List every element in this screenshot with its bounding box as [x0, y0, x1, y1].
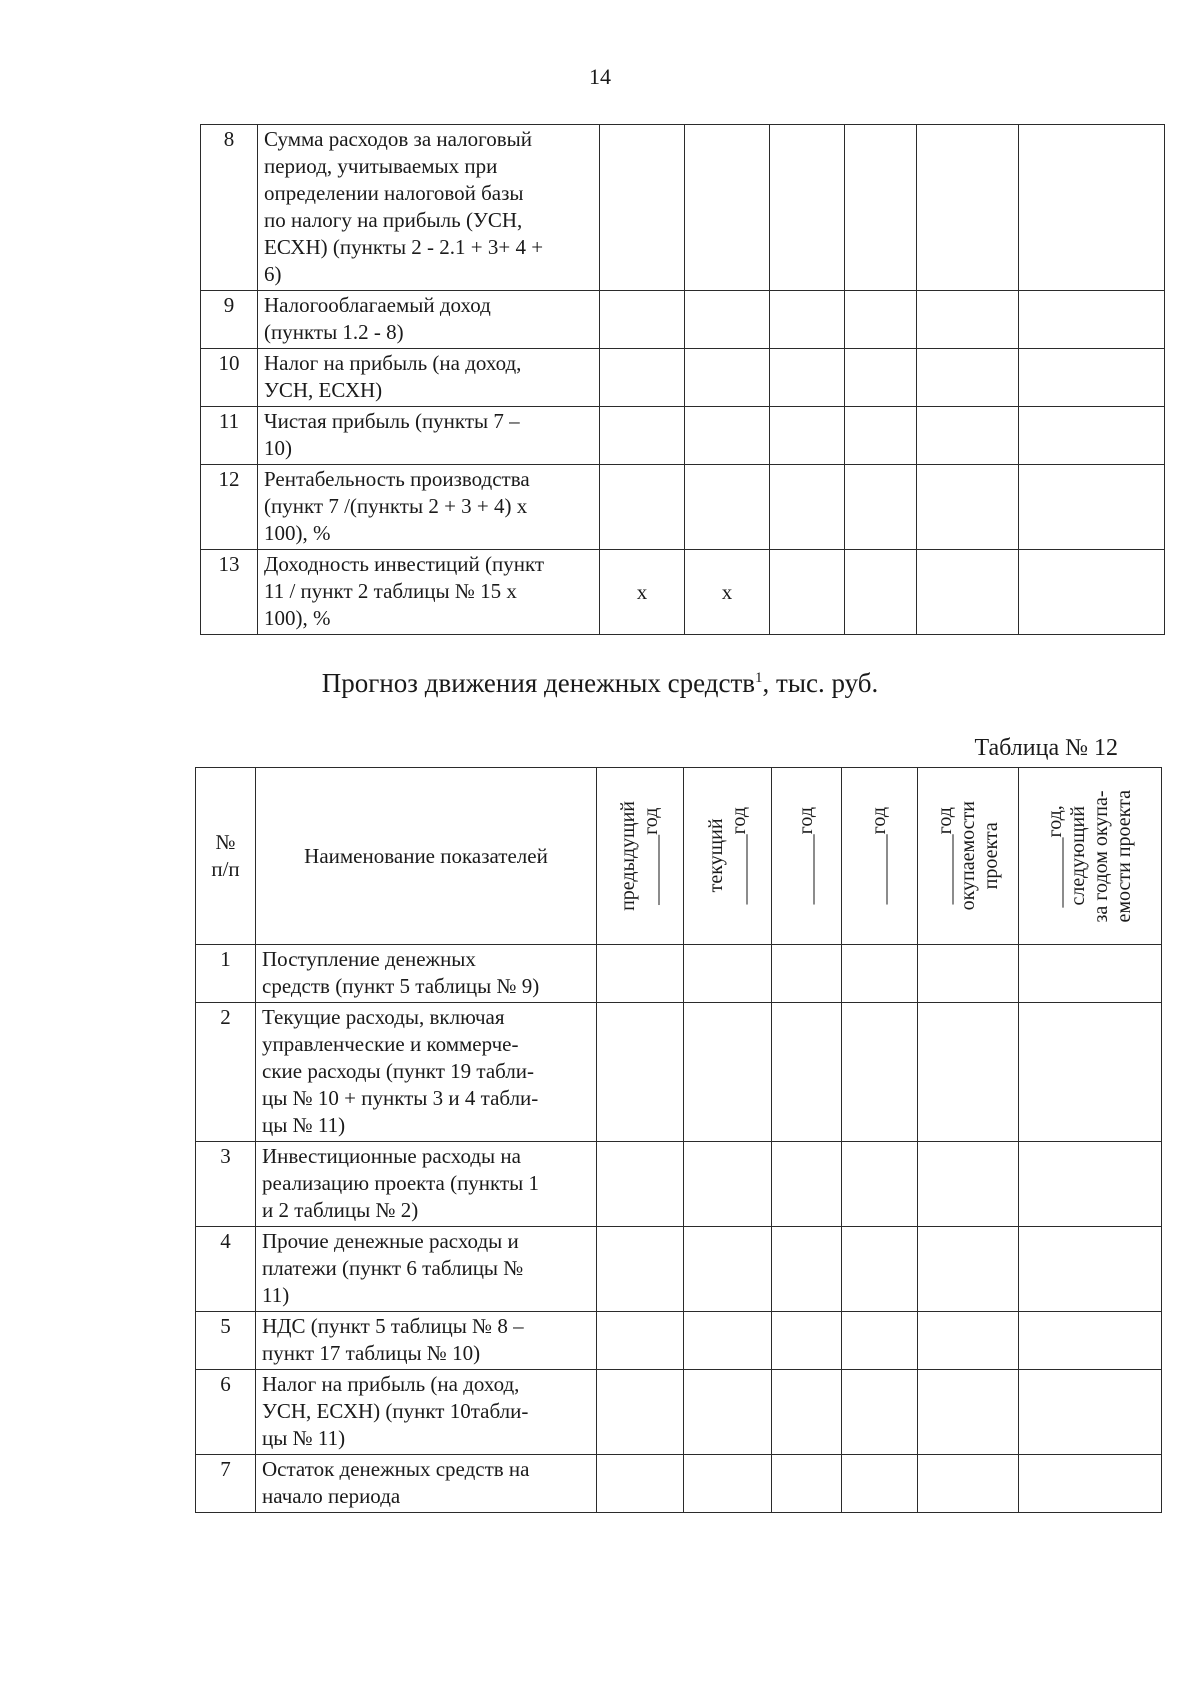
row-label-line: (пункты 1.2 - 8) [264, 320, 404, 344]
value-cell [918, 1003, 1019, 1142]
value-cell [597, 1142, 684, 1227]
header-period-line: за годом окупа- [1090, 789, 1112, 923]
value-cell [685, 465, 770, 550]
row-label-line: определении налоговой базы [264, 181, 524, 205]
row-number: 13 [201, 550, 258, 635]
value-cell [845, 125, 917, 291]
row-label-line: 11 / пункт 2 таблицы № 15 х [264, 579, 517, 603]
row-label [258, 550, 600, 635]
value-cell [1019, 1455, 1162, 1513]
table-row [196, 1370, 1162, 1455]
value-cell: х [685, 550, 770, 635]
row-label-line: 6) [264, 262, 282, 286]
row-number: 1 [196, 945, 256, 1003]
row-label [258, 125, 600, 291]
row-label-line: платежи (пункт 6 таблицы № [262, 1256, 524, 1280]
row-label-line: 11) [262, 1283, 290, 1307]
value-cell [685, 407, 770, 465]
row-label-line: Прочие денежные расходы и [262, 1229, 519, 1253]
table-continued [200, 124, 1165, 635]
value-cell [917, 550, 1019, 635]
value-cell [597, 1312, 684, 1370]
value-cell [918, 1142, 1019, 1227]
header-period-line: предыдущий [617, 801, 639, 911]
row-label [256, 1227, 597, 1312]
value-cell [917, 407, 1019, 465]
value-cell [772, 1312, 842, 1370]
row-label [258, 465, 600, 550]
row-label-line: Остаток денежных средств на [262, 1457, 530, 1481]
table-row [201, 465, 1165, 550]
value-cell [772, 1370, 842, 1455]
value-cell [685, 349, 770, 407]
row-label-line: Текущие расходы, включая [262, 1005, 505, 1029]
value-cell [684, 1312, 772, 1370]
row-label-line: НДС (пункт 5 таблицы № 8 – [262, 1314, 524, 1338]
section-title [0, 668, 1200, 699]
value-cell [1019, 1227, 1162, 1312]
value-cell [770, 291, 845, 349]
row-label-line: Налог на прибыль (на доход, [264, 351, 522, 375]
value-cell [1019, 407, 1165, 465]
row-label-line: Рентабельность производства [264, 467, 530, 491]
table-row [201, 125, 1165, 291]
value-cell [597, 1003, 684, 1142]
row-number: 4 [196, 1227, 256, 1312]
value-cell [684, 1455, 772, 1513]
value-cell [842, 1227, 918, 1312]
value-cell [845, 407, 917, 465]
value-cell [684, 945, 772, 1003]
header-period-label [934, 801, 1003, 910]
header-period-cell [842, 768, 918, 945]
header-period-line: _______год [640, 807, 662, 905]
value-cell [845, 291, 917, 349]
row-label-line: пункт 17 таблицы № 10) [262, 1341, 481, 1365]
header-num-line: п/п [211, 857, 240, 881]
row-label-line: средств (пункт 5 таблицы № 9) [262, 974, 540, 998]
table-row [201, 291, 1165, 349]
table-row [201, 407, 1165, 465]
value-cell [684, 1227, 772, 1312]
row-label-line: (пункт 7 /(пункты 2 + 3 + 4) х [264, 494, 528, 518]
page-number: 14 [589, 64, 611, 89]
value-cell [600, 407, 685, 465]
value-cell [842, 1312, 918, 1370]
header-period-line: _______год [727, 807, 750, 905]
row-label-line: ЕСХН) (пункты 2 - 2.1 + 3+ 4 + [264, 235, 544, 259]
header-period-cell [1019, 768, 1162, 945]
value-cell [1019, 1370, 1162, 1455]
row-number: 3 [196, 1142, 256, 1227]
table-row [196, 1003, 1162, 1142]
row-label-line: реализацию проекта (пункты 1 [262, 1171, 540, 1195]
header-period-line: проекта [979, 822, 1002, 890]
row-label-line: Доходность инвестиций (пункт [264, 552, 545, 576]
row-label-line: Сумма расходов за налоговый [264, 127, 532, 151]
value-cell [845, 465, 917, 550]
header-period-line: _______год [868, 807, 890, 905]
row-label [256, 1370, 597, 1455]
value-cell [917, 125, 1019, 291]
table-row [196, 1455, 1162, 1513]
value-cell [1019, 1003, 1162, 1142]
value-cell [842, 1142, 918, 1227]
value-cell [1019, 550, 1165, 635]
row-label-line: 100), % [264, 606, 331, 630]
row-number: 12 [201, 465, 258, 550]
header-num-cell [196, 768, 256, 945]
value-cell [600, 125, 685, 291]
footnote-marker: 1 [755, 670, 763, 686]
value-cell [685, 125, 770, 291]
value-cell [918, 1312, 1019, 1370]
row-label [256, 945, 597, 1003]
value-cell [1019, 945, 1162, 1003]
value-cell [685, 291, 770, 349]
value-cell [772, 945, 842, 1003]
value-cell [842, 1370, 918, 1455]
row-number: 7 [196, 1455, 256, 1513]
value-cell [770, 125, 845, 291]
value-cell [772, 1003, 842, 1142]
header-period-line: емости проекта [1113, 789, 1135, 923]
value-cell [1019, 1142, 1162, 1227]
header-period-label [617, 801, 663, 911]
value-cell [845, 550, 917, 635]
value-cell [918, 1455, 1019, 1513]
value-cell [772, 1227, 842, 1312]
header-name-cell: Наименование показателей [256, 768, 597, 945]
row-label-line: УСН, ЕСХН) [264, 378, 383, 402]
header-period-cell [918, 768, 1019, 945]
value-cell [772, 1455, 842, 1513]
header-period-line: окупаемости [956, 801, 979, 911]
row-label-line: 10) [264, 436, 292, 460]
value-cell [772, 1142, 842, 1227]
value-cell [684, 1370, 772, 1455]
row-label [256, 1455, 597, 1513]
value-cell [770, 465, 845, 550]
header-period-label [795, 807, 818, 904]
value-cell [770, 407, 845, 465]
value-cell [597, 1455, 684, 1513]
value-cell [597, 1227, 684, 1312]
row-label-line: и 2 таблицы № 2) [262, 1198, 419, 1222]
row-label [256, 1312, 597, 1370]
row-label-line: Чистая прибыль (пункты 7 – [264, 409, 520, 433]
value-cell [842, 945, 918, 1003]
row-number: 8 [201, 125, 258, 291]
value-cell [684, 1142, 772, 1227]
row-label [258, 349, 600, 407]
value-cell [600, 465, 685, 550]
section-title-text: Прогноз движения денежных средств [321, 668, 756, 698]
row-number: 10 [201, 349, 258, 407]
header-period-cell [684, 768, 772, 945]
header-period-line: текущий [704, 819, 727, 893]
row-number: 9 [201, 291, 258, 349]
value-cell [597, 1370, 684, 1455]
table-row [196, 1227, 1162, 1312]
value-cell [684, 1003, 772, 1142]
value-cell [917, 465, 1019, 550]
row-label-line: ские расходы (пункт 19 табли- [262, 1059, 535, 1083]
value-cell [1019, 1312, 1162, 1370]
row-label-line: начало периода [262, 1484, 401, 1508]
row-label-line: управленческие и коммерче- [262, 1032, 519, 1056]
table-caption: Таблица № 12 [974, 735, 1118, 761]
value-cell [842, 1455, 918, 1513]
row-label-line: период, учитываемых при [264, 154, 498, 178]
row-label-line: Поступление денежных [262, 947, 476, 971]
header-period-label [868, 807, 891, 904]
row-number: 2 [196, 1003, 256, 1142]
value-cell [597, 945, 684, 1003]
section-title-suffix: , тыс. руб. [762, 668, 879, 698]
header-period-cell [772, 768, 842, 945]
row-label-line: 100), % [264, 521, 331, 545]
value-cell [600, 349, 685, 407]
row-label [256, 1003, 597, 1142]
row-number: 5 [196, 1312, 256, 1370]
row-label-line: УСН, ЕСХН) (пункт 10табли- [262, 1399, 529, 1423]
table-12-header [196, 768, 1162, 945]
header-period-line: _______год [933, 807, 956, 905]
table-12 [195, 767, 1162, 1513]
value-cell [917, 349, 1019, 407]
header-period-line: следующий [1067, 806, 1089, 906]
value-cell [1019, 125, 1165, 291]
value-cell [842, 1003, 918, 1142]
value-cell [918, 1370, 1019, 1455]
row-number: 11 [201, 407, 258, 465]
row-number: 6 [196, 1370, 256, 1455]
header-num-line: № [215, 830, 236, 854]
header-period-label [1044, 790, 1136, 923]
header-period-label [705, 807, 751, 904]
row-label-line: цы № 10 + пункты 3 и 4 табли- [262, 1086, 539, 1110]
value-cell [918, 945, 1019, 1003]
table-row [196, 1312, 1162, 1370]
header-period-line: _______год, [1044, 804, 1066, 908]
header-period-cell [597, 768, 684, 945]
value-cell [1019, 291, 1165, 349]
value-cell [917, 291, 1019, 349]
row-label-line: цы № 11) [262, 1113, 346, 1137]
row-label-line: цы № 11) [262, 1426, 346, 1450]
row-label-line: Инвестиционные расходы на [262, 1144, 521, 1168]
row-label-line: Налогооблагаемый доход [264, 293, 491, 317]
value-cell [770, 550, 845, 635]
value-cell [600, 291, 685, 349]
row-label-line: Налог на прибыль (на доход, [262, 1372, 520, 1396]
table-row [196, 1142, 1162, 1227]
row-label [258, 407, 600, 465]
value-cell [1019, 465, 1165, 550]
row-label-line: по налогу на прибыль (УСН, [264, 208, 523, 232]
value-cell: х [600, 550, 685, 635]
table-row [196, 945, 1162, 1003]
header-period-line: _______год [795, 807, 817, 905]
table-row [201, 349, 1165, 407]
table-row [201, 550, 1165, 635]
value-cell [918, 1227, 1019, 1312]
value-cell [845, 349, 917, 407]
value-cell [770, 349, 845, 407]
row-label [258, 291, 600, 349]
value-cell [1019, 349, 1165, 407]
row-label [256, 1142, 597, 1227]
